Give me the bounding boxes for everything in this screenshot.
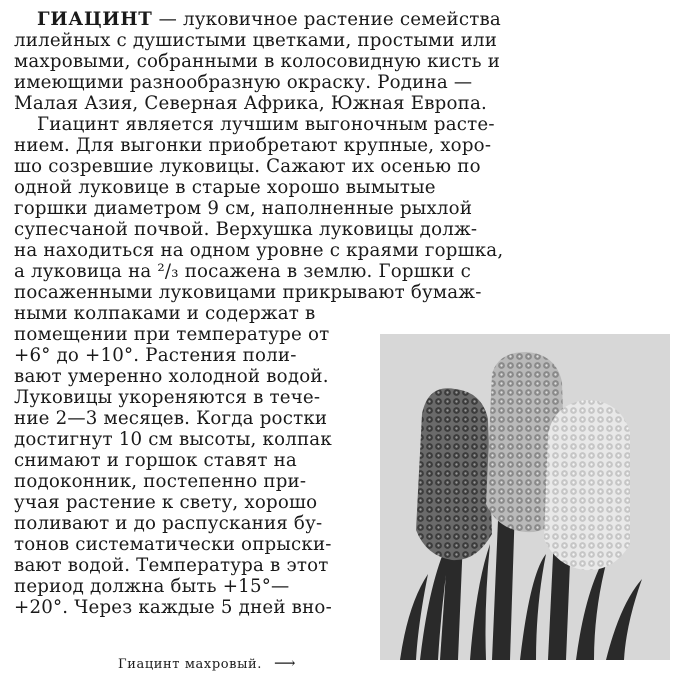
article-line: вают водой. Температура в этот (14, 555, 329, 576)
article-line: супесчаной почвой. Верхушка луковицы долж- (14, 219, 478, 240)
article-line: снимают и горшок ставят на (14, 450, 297, 471)
article-line: ние 2—3 месяцев. Когда ростки (14, 408, 328, 429)
article-line: поливают и до распускания бу- (14, 513, 323, 534)
article-line: достигнут 10 см высоты, колпак (14, 429, 332, 450)
article-line: а луковица на ²/₃ посажена в землю. Горшки с (14, 261, 472, 282)
article-line: период должна быть +15°— (14, 576, 290, 597)
article-line: на находиться на одном уровне с краями горшка, (14, 240, 504, 261)
figure-caption (118, 654, 296, 672)
article-line: ными колпаками и содержат в (14, 303, 316, 324)
article-line: нием. Для выгонки приобретают крупные, хоро- (14, 135, 492, 156)
article-line: Луковицы укореняются в тече- (14, 387, 321, 408)
article-line: одной луковице в старые хорошо вымытые (14, 177, 436, 198)
article-line: +6° до +10°. Растения поли- (14, 345, 297, 366)
article-line: тонов систематически опрыски- (14, 534, 332, 555)
article-line: вают умеренно холодной водой. (14, 366, 329, 387)
arrow-right-icon: ⟶ (274, 654, 297, 672)
article-line: ГИАЦИНТ — луковичное растение семейства (37, 9, 501, 30)
article-line: имеющими разнообразную окраску. Родина — (14, 72, 473, 93)
article-line: помещении при температуре от (14, 324, 330, 345)
article-line: Малая Азия, Северная Африка, Южная Европа. (14, 93, 487, 114)
article-line: посаженными луковицами прикрывают бумаж- (14, 282, 482, 303)
hyacinth-illustration (380, 334, 670, 660)
article-line: +20°. Через каждые 5 дней вно- (14, 597, 332, 618)
article-line: лилейных с душистыми цветками, простыми или (14, 30, 498, 51)
article-line: подоконник, постепенно при- (14, 471, 307, 492)
article-line: шо созревшие луковицы. Сажают их осенью по (14, 156, 481, 177)
article-line: учая растение к свету, хорошо (14, 492, 318, 513)
article-line: махровыми, собранными в колосовидную кисть и (14, 51, 501, 72)
article-term: ГИАЦИНТ (37, 9, 153, 30)
article-line: Гиацинт является лучшим выгоночным расте- (37, 114, 495, 135)
article-line: горшки диаметром 9 см, наполненные рыхлой (14, 198, 473, 219)
caption-text: Гиацинт махровый. (118, 657, 263, 672)
